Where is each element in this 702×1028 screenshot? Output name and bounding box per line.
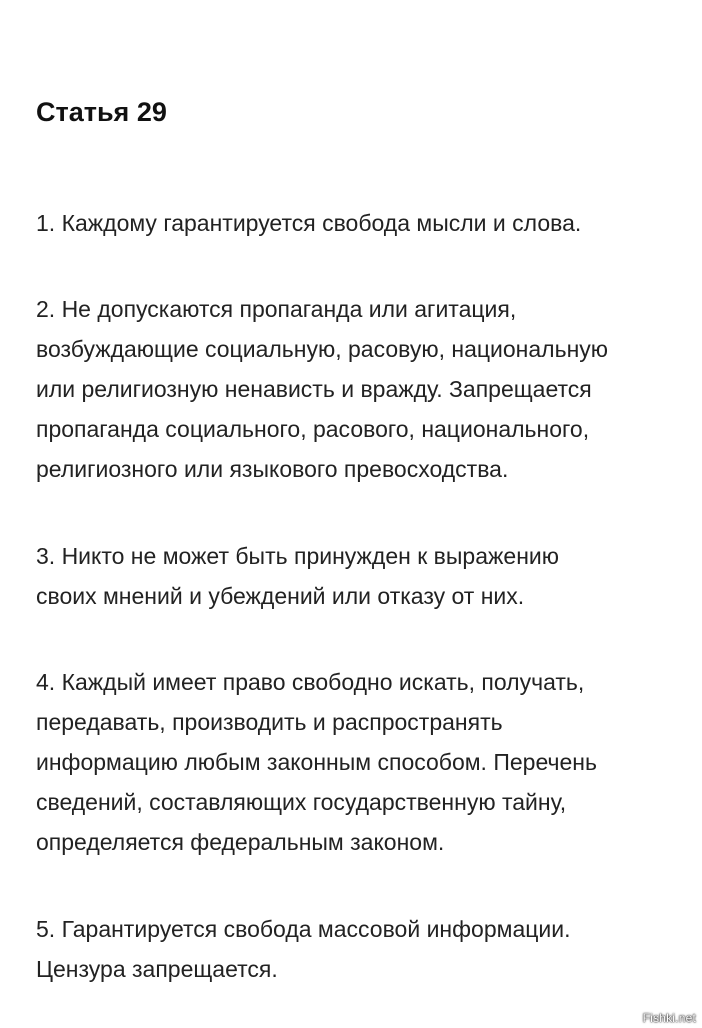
clause-line: передавать, производить и распространять: [36, 709, 503, 735]
clause-line: сведений, составляющих государственную тайну,: [36, 789, 567, 815]
clause-3: [36, 536, 559, 616]
clause-line: Цензура запрещается.: [36, 956, 278, 982]
clause-line: 1. Каждому гарантируется свобода мысли и слова.: [36, 210, 582, 236]
clause-4: [36, 662, 597, 862]
clause-2: [36, 289, 608, 489]
clause-line: или религиозную ненависть и вражду. Запрещается: [36, 376, 592, 402]
article-title: Статья 29: [36, 97, 167, 127]
clause-line: 2. Не допускаются пропаганда или агитация,: [36, 296, 517, 322]
clause-line: пропаганда социального, расового, национального,: [36, 416, 590, 442]
clause-line: своих мнений и убеждений или отказу от них.: [36, 583, 525, 609]
clause-line: 4. Каждый имеет право свободно искать, получать,: [36, 669, 585, 695]
clause-line: определяется федеральным законом.: [36, 829, 445, 855]
clause-line: 5. Гарантируется свобода массовой информации.: [36, 916, 571, 942]
clause-line: религиозного или языкового превосходства.: [36, 456, 509, 482]
clause-line: возбуждающие социальную, расовую, национальную: [36, 336, 609, 362]
clause-1: [36, 203, 581, 243]
clause-line: информацию любым законным способом. Перечень: [36, 749, 597, 775]
clause-line: 3. Никто не может быть принужден к выражению: [36, 543, 559, 569]
watermark: Fishki.net: [642, 1011, 696, 1025]
clause-5: [36, 909, 571, 989]
